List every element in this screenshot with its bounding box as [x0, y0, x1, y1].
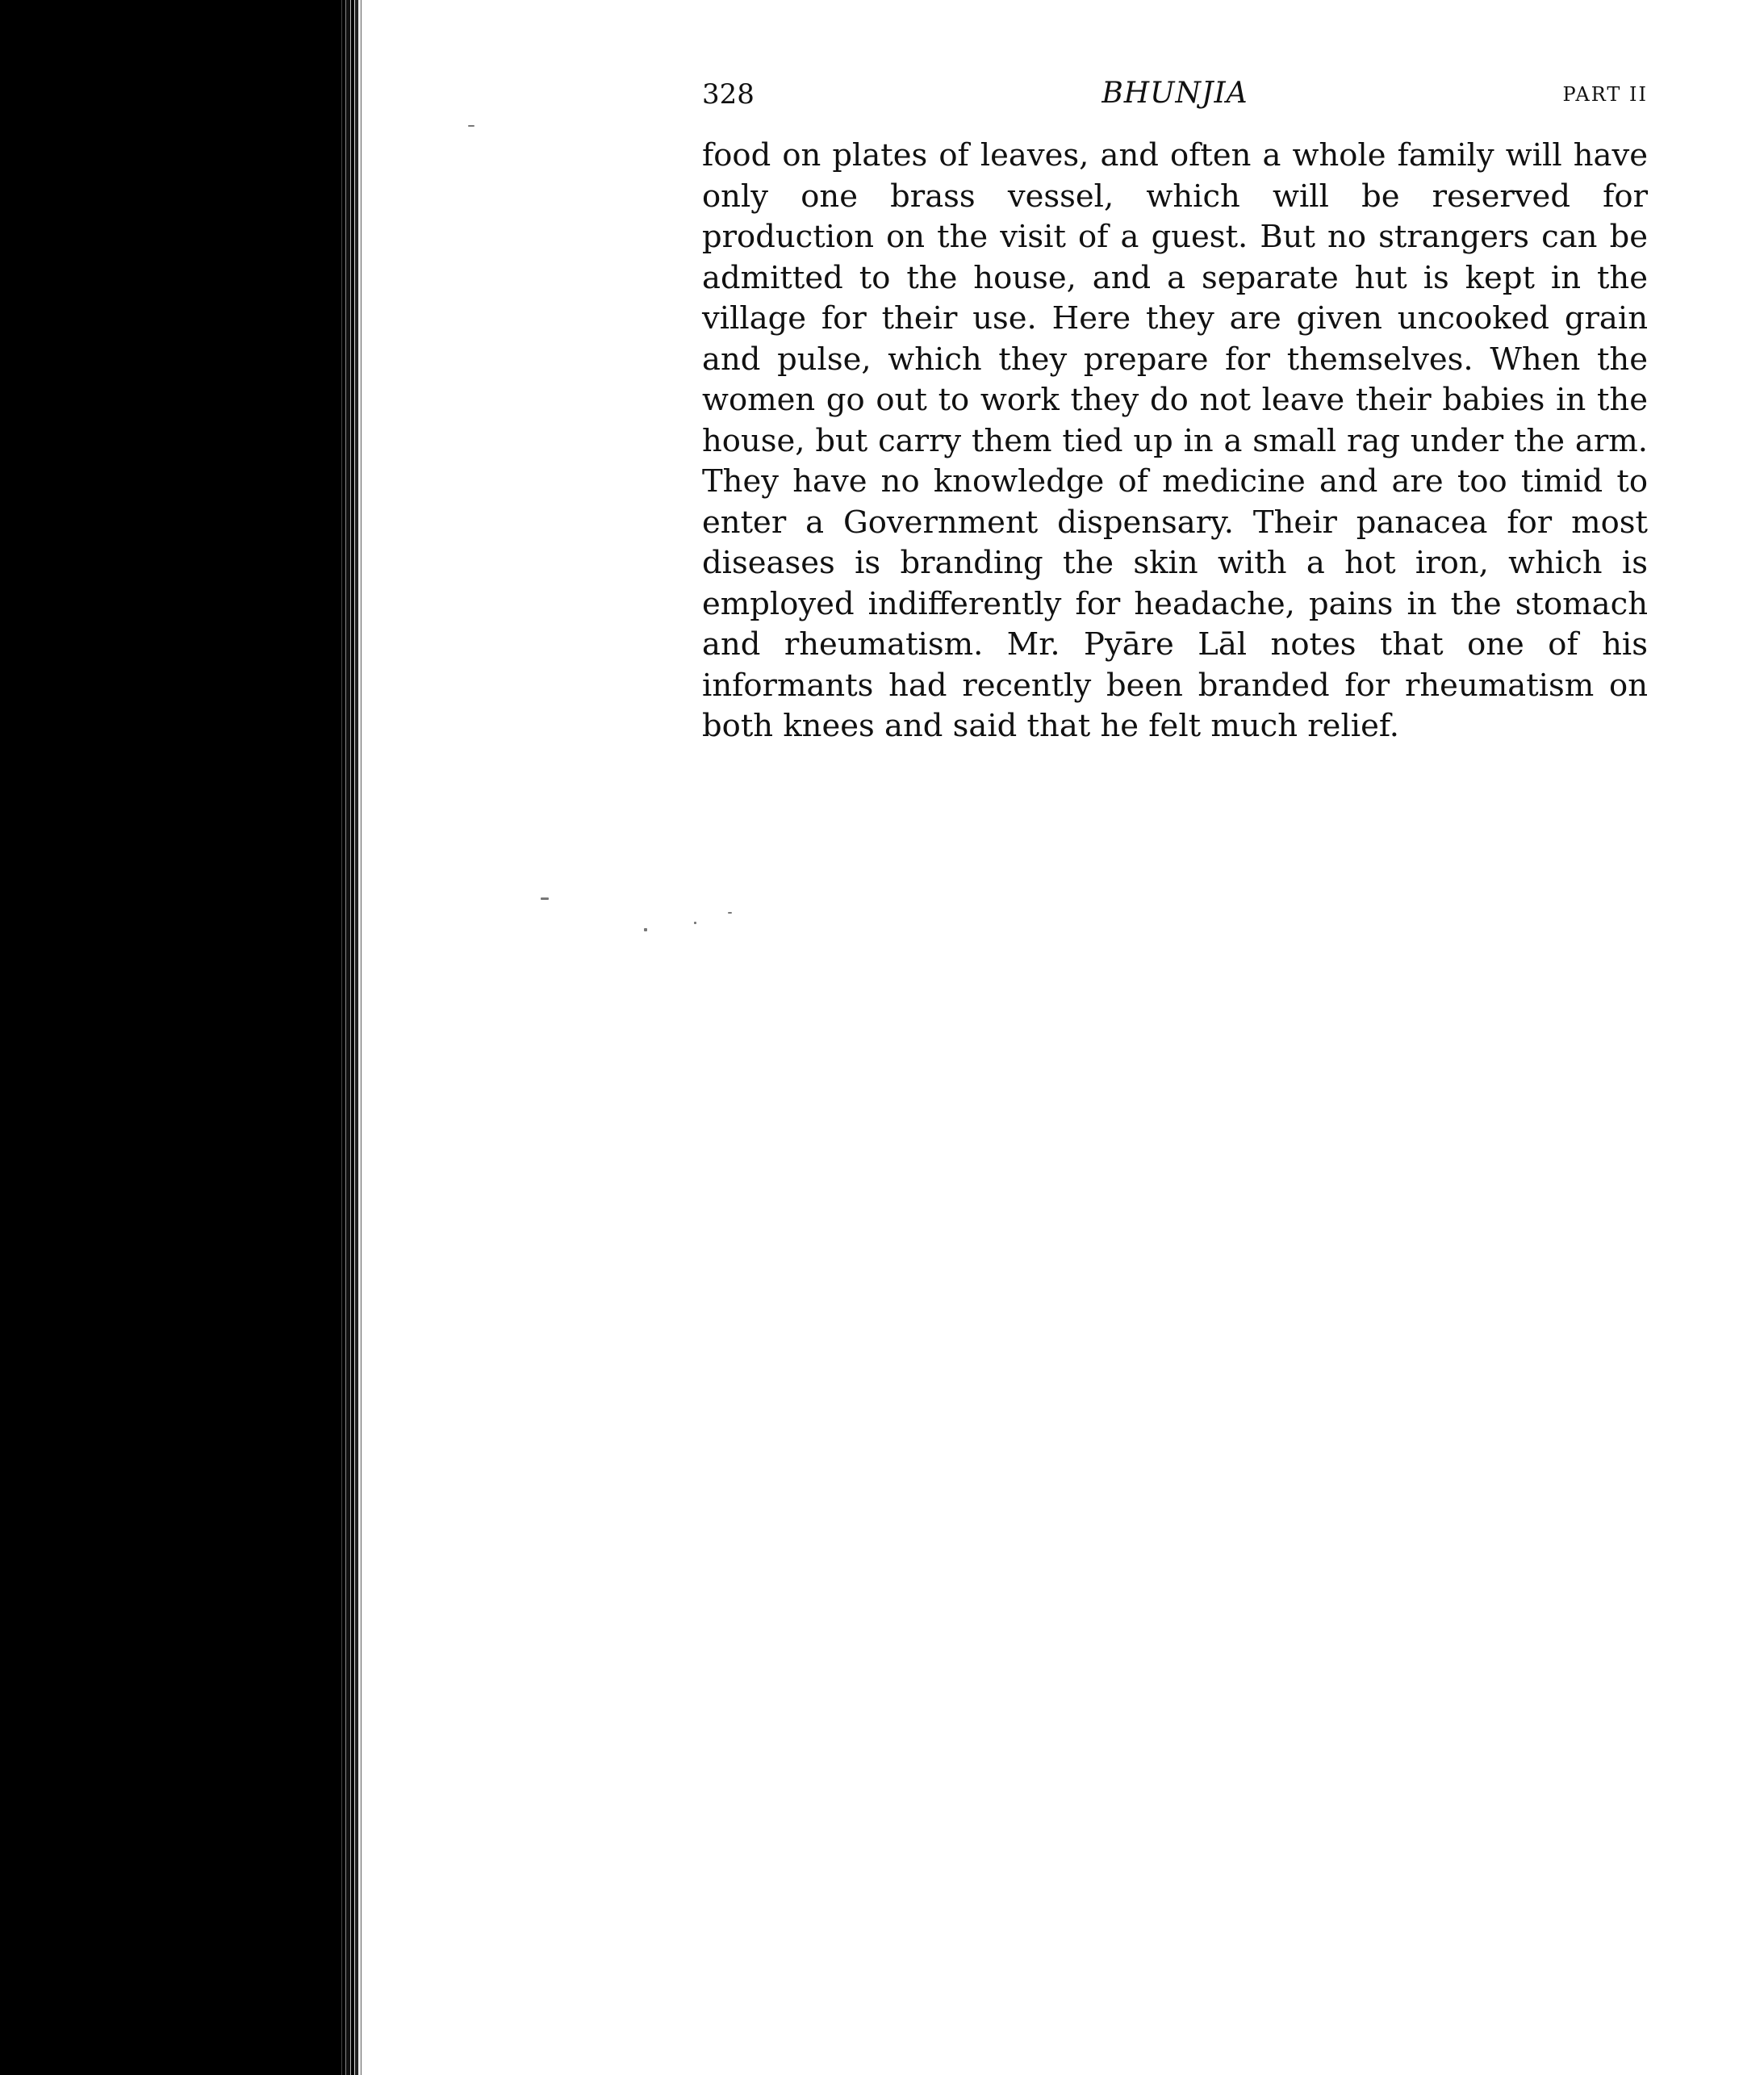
running-head: [702, 77, 1648, 117]
body-paragraph: food on plates of leaves, and often a whole family will have only one brass vessel, which will be reserved for production on the visit of a guest. But no strangers can be admitted to the house, and a separate hut is kept in the village for their use. Here they are given uncooked grain and pulse, which they prepare for themselves. When the women go out to work they do not leave their babies in the house, but carry them tied up in a small rag under the arm. They have no knowledge of medicine and are too timid to enter a Government dispensary. Their panacea for most diseases is branding the skin with a hot iron, which is employed indifferently for headache, pains in the stomach and rheumatism. Mr. Pyāre Lāl notes that one of his informants had recently been branded for rheumatism on both knees and said that he felt much relief.: [702, 137, 1648, 744]
part-label: PART II: [1562, 83, 1648, 106]
scan-gutter-edge: [339, 0, 375, 2075]
page-number: 328: [702, 78, 755, 111]
scan-speck: [541, 897, 549, 900]
scan-speck: [468, 125, 474, 127]
running-title: BHUNJIA: [1101, 77, 1248, 110]
scan-speck: [644, 928, 647, 931]
scan-gutter-shadow: [0, 0, 351, 2075]
scan-speck: [694, 922, 696, 924]
scan-speck: [728, 912, 732, 914]
